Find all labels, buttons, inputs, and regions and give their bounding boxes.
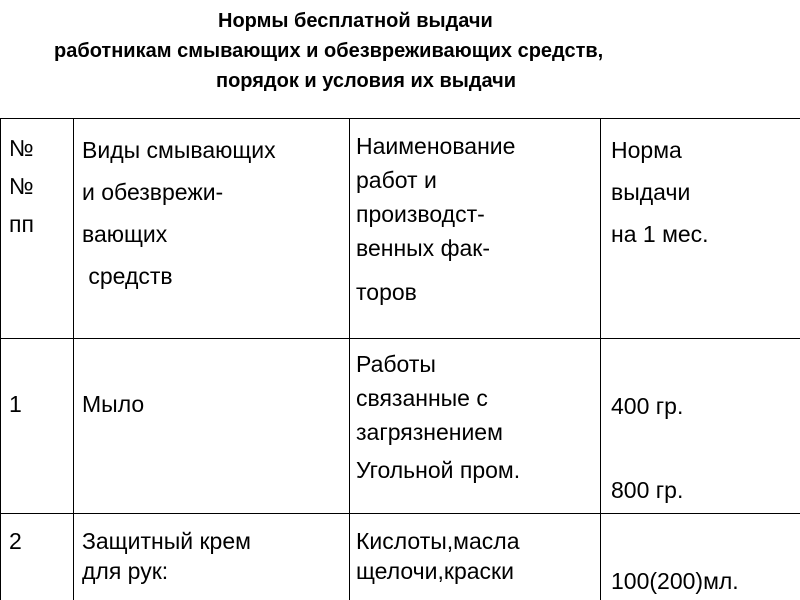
row-norm-line: 100(200)мл. [611, 568, 739, 594]
row-norm-cell [601, 339, 800, 514]
header-cell-work-name [350, 119, 601, 339]
header-norm-line: выдачи [611, 179, 691, 205]
page-title [0, 6, 800, 96]
header-number-line: пп [9, 211, 34, 237]
row-work-line: связанные с [356, 385, 488, 411]
table-row [1, 514, 800, 600]
row-norm-line: 400 гр. [611, 393, 684, 419]
header-number-line: № [9, 173, 34, 199]
table-row [1, 339, 800, 514]
row-number-cell [1, 514, 74, 600]
header-work-line: торов [356, 279, 417, 305]
row-agent-line: Защитный крем [82, 528, 251, 554]
header-cell-agent-type [74, 119, 350, 339]
row-work-line: Кислоты,масла [356, 528, 520, 554]
row-work-line: загрязнением [356, 419, 503, 445]
header-work-line: Наименование [356, 133, 516, 159]
row-work-line: щелочи,краски [356, 558, 514, 584]
header-work-line: работ и [356, 167, 437, 193]
row-agent-line: Мыло [82, 391, 145, 417]
norms-table [0, 118, 800, 600]
header-agent-line: и обезврежи- [82, 179, 224, 205]
row-agent-cell [74, 514, 350, 600]
row-number: 1 [9, 391, 22, 417]
header-work-line: венных фак- [356, 235, 491, 261]
row-norm-cell [601, 514, 800, 600]
header-work-line: производст- [356, 201, 485, 227]
row-agent-cell [74, 339, 350, 514]
row-number-cell [1, 339, 74, 514]
header-norm-line: на 1 мес. [611, 221, 709, 247]
row-work-line: Угольной пром. [356, 457, 521, 483]
header-cell-norm [601, 119, 800, 339]
title-line-3: порядок и условия их выдачи [216, 70, 517, 92]
header-cell-number [1, 119, 74, 339]
title-line-2: работникам смывающих и обезвреживающих средств, [54, 40, 604, 62]
header-agent-line: вающих [82, 221, 168, 247]
row-work-cell [350, 339, 601, 514]
row-norm-line: 800 гр. [611, 477, 684, 503]
header-number-line: № [9, 135, 34, 161]
header-norm-line: Норма [611, 137, 682, 163]
title-line-1: Нормы бесплатной выдачи [218, 10, 493, 32]
table-header-row [1, 119, 800, 339]
row-work-cell [350, 514, 601, 600]
header-agent-line: Виды смывающих [82, 137, 276, 163]
row-number: 2 [9, 528, 22, 554]
row-agent-line: для рук: [82, 558, 169, 584]
header-agent-line: средств [82, 263, 173, 289]
row-work-line: Работы [356, 351, 436, 377]
